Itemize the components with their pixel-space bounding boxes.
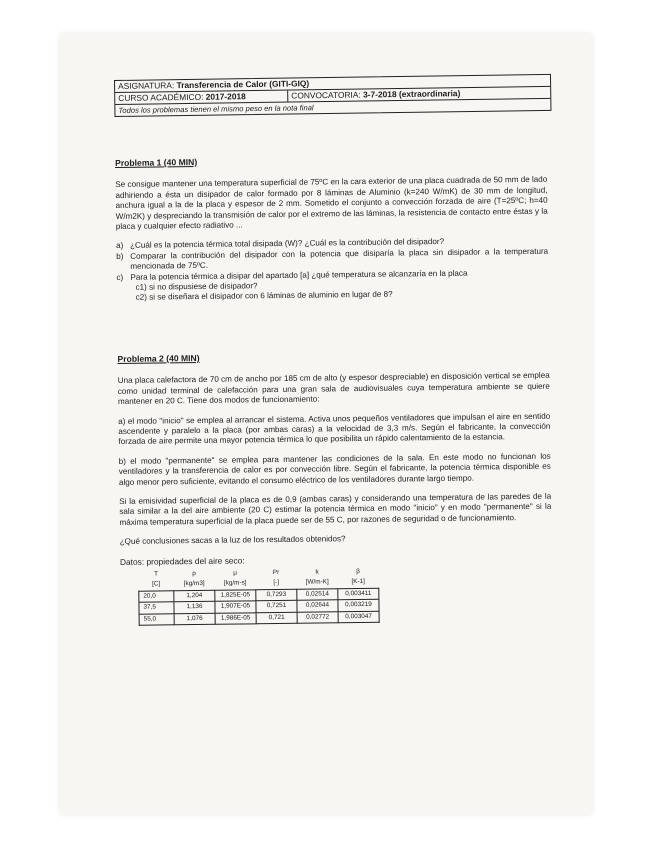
col-symbol: β xyxy=(356,568,360,576)
question-label: a) xyxy=(116,241,124,251)
air-properties-table xyxy=(138,567,380,626)
table-cell: 1,136 xyxy=(174,601,215,613)
problema2-paragraph-1: Una placa calefactora de 70 cm de ancho por 185 cm de alto (y espesor despreciable) en disposición vertical se emplea como unidad terminal de calefacción para una gran sala de audiovisuales cuya temperatura ambiente se quiere mantener en 20 C. Tiene dos modos de funcionamiento: xyxy=(117,370,550,407)
table-cell: 1,825E-05 xyxy=(215,590,256,602)
problema2-title: Problema 2 (40 MIN) xyxy=(117,352,200,364)
col-symbol: μ xyxy=(233,569,237,577)
col-symbol: Pr xyxy=(272,568,280,577)
col-unit: [C] xyxy=(152,580,161,588)
curso-value: 2017-2018 xyxy=(205,91,246,102)
table-cell: 1,907E-05 xyxy=(215,601,256,613)
table-cell: 55,0 xyxy=(139,613,174,625)
table-cell: 0,02772 xyxy=(297,611,338,623)
col-unit: [K-1] xyxy=(351,578,365,586)
table-cell: 0,02644 xyxy=(297,600,338,612)
col-unit: [W/m-K] xyxy=(305,578,329,587)
question-text: Para la potencia térmica a disipar del apartado [a] ¿qué temperatura se alcanzaría en la placa xyxy=(130,268,468,282)
problema2-paragraph-2: a) el modo "inicio" se emplea al arrancar el sistema. Activa unos pequeños ventiladores que impulsan el aire en sentido ascendente y paralelo a la placa (por ambas caras) a la velocidad de 3,3 m/s. Según el fabricante, la convección forzada de aire permite una mayor potencia térmica lo que posibilita un rápido calentamiento de la estancia. xyxy=(118,411,551,447)
table-cell: 37,5 xyxy=(139,602,174,614)
exam-content xyxy=(115,153,553,626)
problema2-paragraph-3: b) el modo "permanente" se emplea para mantener las condiciones de la sala. En este modo no funcionan los ventiladores y la transferencia de calor es por convección libre. Según el fabricante, la potencia térmica disponible es algo menor pero suficiente, evitando el consumo eléctrico de los ventiladores durante largo tiempo. xyxy=(118,451,551,487)
table-cell: 1,986E-05 xyxy=(215,612,256,624)
table-cell: 0,7251 xyxy=(256,600,297,612)
asignatura-value: Transferencia de Calor (GITI-GIQ) xyxy=(176,78,310,91)
subquestion-c2: c2) si se diseñara el disipador con 6 láminas de aluminio en lugar de 8? xyxy=(135,290,393,303)
table-cell: 20,0 xyxy=(139,591,174,603)
exam-header xyxy=(114,74,551,117)
col-symbol: k xyxy=(315,568,319,576)
problema2-paragraph-4: Si la emisividad superficial de la placa es de 0,9 (ambas caras) y considerando una temperatura de las paredes de la sala similar a la del aire ambiente (20 C) estimar la potencia térmica en modo "inicio" y en modo "permanente" si la máxima temperatura superficial de la placa puede ser de 55 C, por razones de seguridad o de funcionamiento. xyxy=(119,491,552,527)
col-symbol: T xyxy=(154,570,159,578)
question-label: c) xyxy=(116,272,124,282)
problema1-statement: Se consigue mantener una temperatura superficial de 75ºC en la cara exterior de una placa cuadrada de 50 mm de lado adhiriendo a ésta un disipador de calor formado por 8 láminas de Aluminio (k=240 W/mK) de 30 mm de longitud, anchura igual a la de la placa y espesor de 2 mm. Sometido el conjunto a convección forzada de aire (T=25ºC; h=40 W/m2K) y despreciando la transmisión de calor por el extremo de las láminas, la resistencia de contacto entre éstas y la placa y cualquier efecto radiativo ... xyxy=(115,175,548,232)
header-note: Todos los problemas tienen el mismo peso en la nota final xyxy=(118,103,314,115)
asignatura-label: ASIGNATURA: xyxy=(118,80,175,91)
table-cell: 0,003219 xyxy=(338,599,379,611)
convocatoria-label: CONVOCATORIA: xyxy=(291,89,361,101)
question-text: ¿Cuál es la potencia térmica total disipada (W)? ¿Cuál es la contribución del disipador? xyxy=(130,237,445,251)
col-unit: [kg/m-s] xyxy=(223,579,247,588)
table-cell: 0,721 xyxy=(256,612,297,624)
problema2-question: ¿Qué conclusiones sacas a la luz de los resultados obtenidos? xyxy=(119,534,346,547)
table-cell: 0,003411 xyxy=(338,588,379,600)
question-label: b) xyxy=(116,251,124,261)
table-cell: 0,003047 xyxy=(338,611,379,623)
col-symbol: ρ xyxy=(192,570,196,578)
curso-label: CURSO ACADÉMICO: xyxy=(118,91,204,103)
table-cell: 0,02514 xyxy=(297,589,338,601)
question-text: Comparar la contribución del disipador con la potencia que disiparía la placa sin disipador a la temperatura mencionada de 75ºC. xyxy=(130,246,549,272)
col-unit: [kg/m3] xyxy=(183,580,205,588)
table-cell: 1,204 xyxy=(174,590,215,602)
subquestion-c1: c1) si no dispusiese de disipador? xyxy=(135,281,258,292)
problema1-questions xyxy=(116,236,549,304)
table-row xyxy=(139,611,379,625)
col-unit: [-] xyxy=(273,579,280,587)
datos-label: Datos: propiedades del aire seco: xyxy=(119,555,245,567)
table-cell: 1,076 xyxy=(174,613,215,625)
table-cell: 0,7293 xyxy=(256,589,297,601)
convocatoria-value: 3-7-2018 (extraordinaria) xyxy=(362,88,461,100)
problema1-title: Problema 1 (40 MIN) xyxy=(115,156,198,168)
